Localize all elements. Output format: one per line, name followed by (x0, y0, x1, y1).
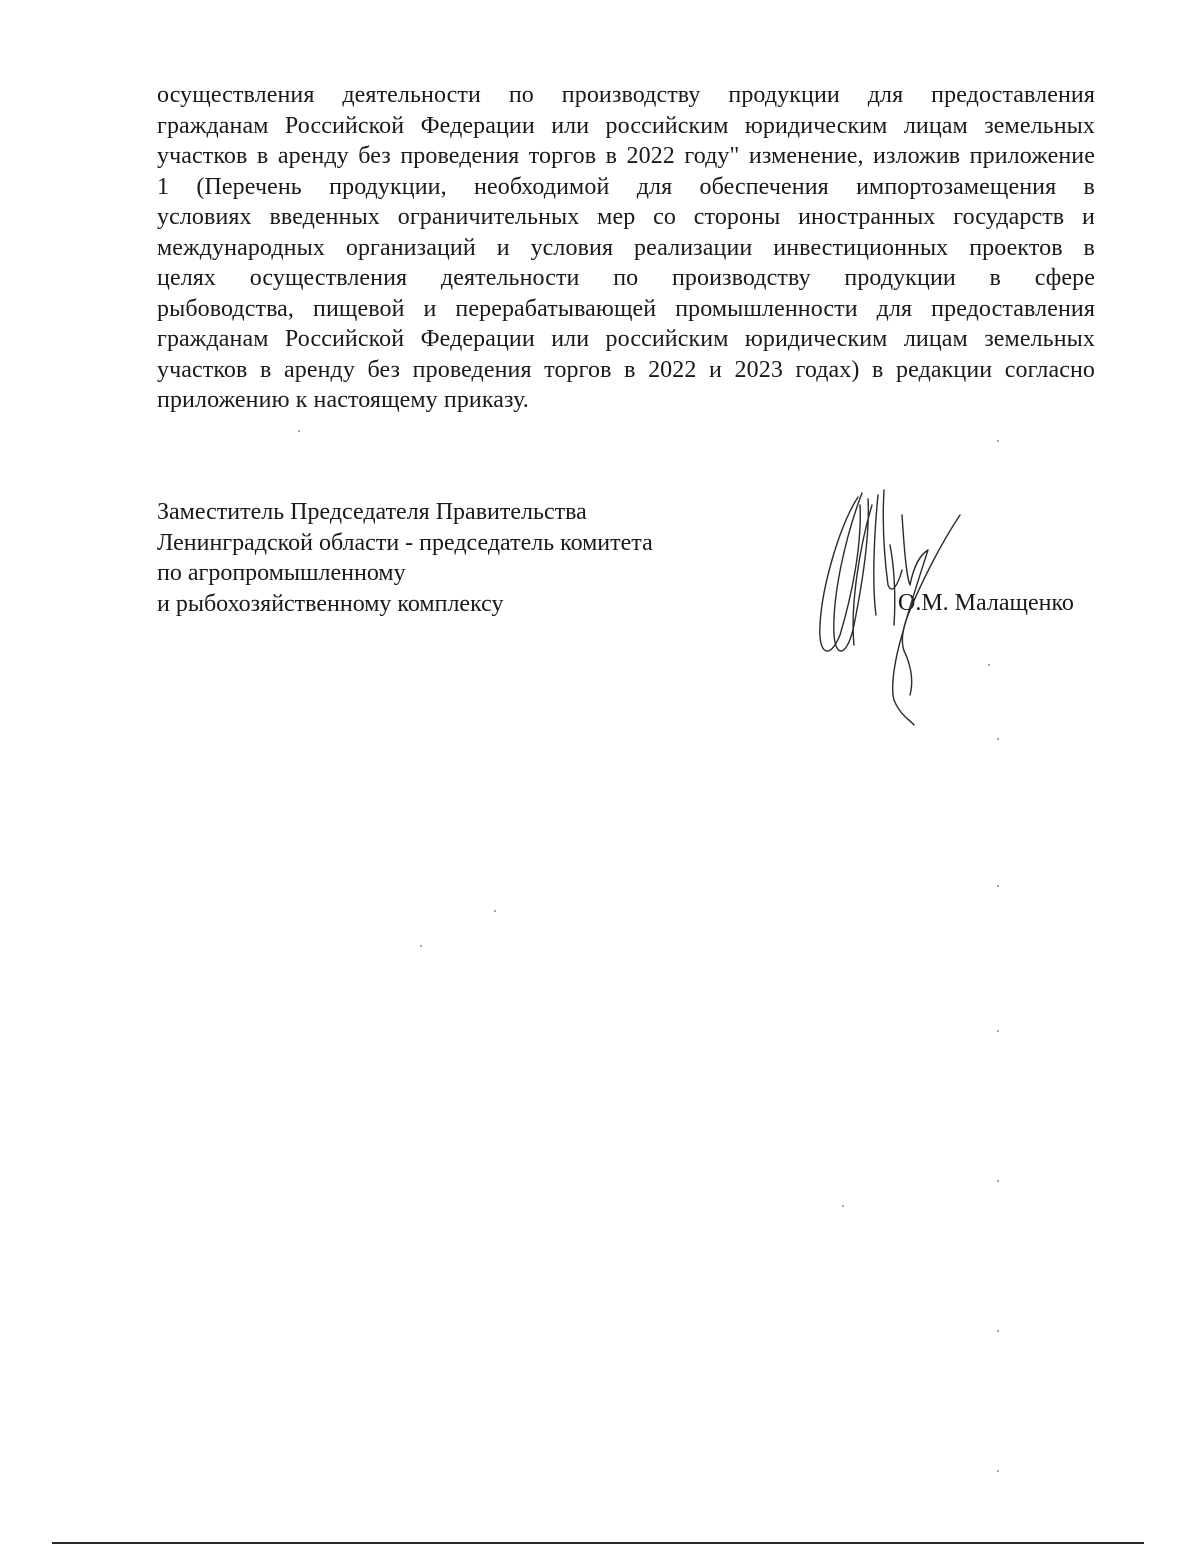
paragraph-line: 1 (Перечень продукции, необходимой для обеспечения импортозамещения в (157, 173, 1095, 200)
paragraph-line: целях осуществления деятельности по производству продукции в сфере (157, 265, 1095, 291)
paragraph-line: гражданам Российской Федерации или российским юридическим лицам земельных (157, 326, 1095, 352)
signatory-title (157, 497, 653, 619)
paragraph-line: условиях введенных ограничительных мер со стороны иностранных государств и (157, 204, 1095, 230)
paragraph-line: участков в аренду без проведения торгов в 2022 году" изменение, изложив приложение (157, 143, 1095, 169)
paragraph-line: международных организаций и условия реализации инвестиционных проектов в (157, 234, 1095, 261)
body-paragraph (157, 80, 1095, 416)
signatory-title-line: по агропромышленному (157, 560, 406, 586)
signatory-name: О.М. Малащенко (898, 590, 1074, 616)
signatory-title-line: Ленинградской области - председатель комитета (157, 529, 653, 556)
signatory-title-line: и рыбохозяйственному комплексу (157, 590, 504, 617)
paragraph-line: осуществления деятельности по производству продукции для предоставления (157, 82, 1095, 108)
paragraph-line: приложению к настоящему приказу. (157, 387, 529, 413)
page-bottom-rule (52, 1542, 1144, 1544)
handwritten-signature (810, 485, 980, 730)
signatory-title-line: Заместитель Председателя Правительства (157, 499, 587, 525)
paragraph-line: участков в аренду без проведения торгов в 2022 и 2023 годах) в редакции согласно (157, 356, 1095, 383)
paragraph-line: рыбоводства, пищевой и перерабатывающей промышленности для предоставления (157, 295, 1095, 322)
paragraph-line: гражданам Российской Федерации или российским юридическим лицам земельных (157, 112, 1095, 139)
